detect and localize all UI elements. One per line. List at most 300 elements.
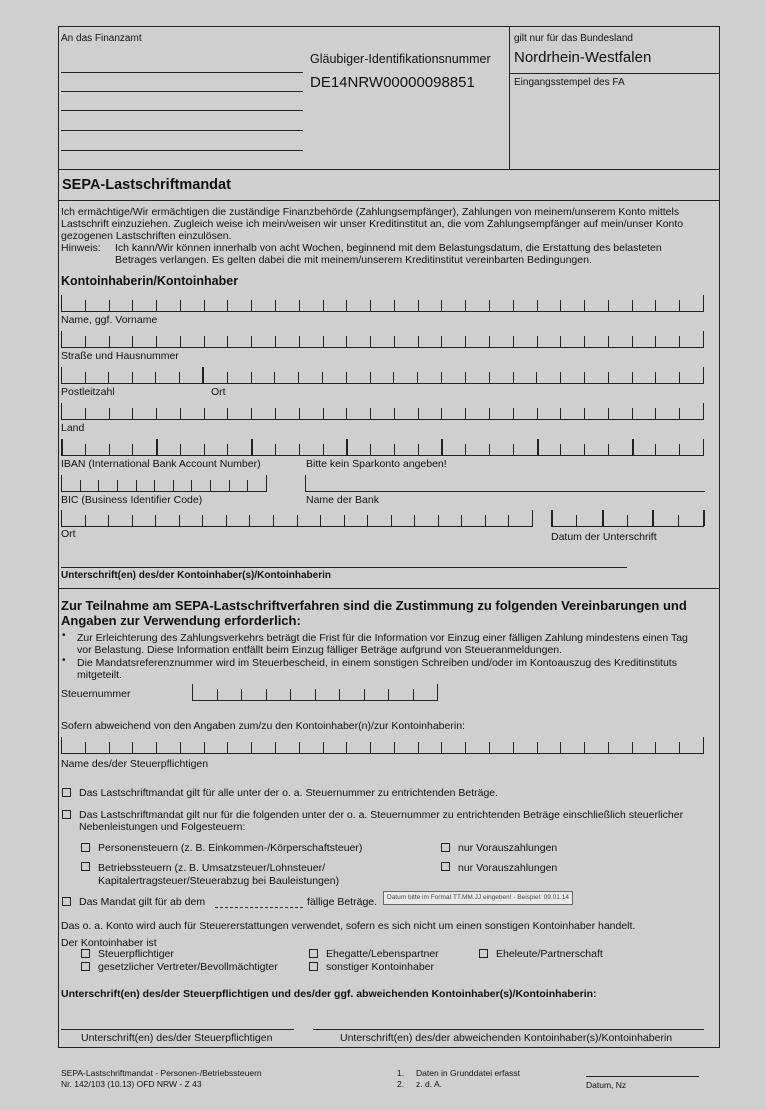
comb-tick	[275, 742, 276, 753]
ort-label: Ort	[211, 386, 226, 398]
signature-label: Unterschrift(en) des/der Kontoinhaber(s)/Kontoinhaberin	[61, 570, 332, 581]
comb-tick	[627, 515, 628, 526]
steuernummer-field[interactable]	[192, 684, 438, 701]
footer-n2-text: z. d. A.	[416, 1079, 442, 1089]
betrieb-checkbox[interactable]	[81, 862, 90, 871]
comb-tick	[266, 689, 267, 700]
comb-tick	[679, 336, 680, 347]
sonstiger-option: sonstiger Kontoinhaber	[326, 961, 434, 973]
comb-tick	[226, 515, 227, 526]
agreements-heading-2: Angaben zur Verwendung erforderlich:	[61, 613, 301, 628]
comb-tick	[322, 372, 323, 383]
an-das-finanzamt: An das Finanzamt	[61, 33, 142, 44]
hinweis-text-1: Ich kann/Wir können innerhalb von acht Wochen, beginnend mit dem Belastungsdatum, die Erstattung des belasteten	[115, 242, 662, 254]
ab-dem-label: Das Mandat gilt für ab dem	[79, 896, 206, 908]
opt-some-checkbox[interactable]	[62, 810, 71, 819]
comb-tick	[393, 372, 394, 383]
comb-tick	[418, 444, 419, 455]
comb-tick	[251, 742, 252, 753]
comb-tick	[632, 372, 633, 383]
comb-tick	[394, 444, 395, 455]
comb-tick	[703, 367, 704, 383]
comb-tick	[202, 515, 203, 526]
comb-tick	[85, 444, 86, 455]
hinweis-text-2: Betrages verlangen. Es gelten dabei die mit meinem/unserem Kreditinstitut vereinbarten Bedingungen.	[115, 254, 592, 266]
ort-field[interactable]	[203, 367, 704, 384]
comb-tick	[584, 372, 585, 383]
title-bottom-line	[58, 200, 719, 201]
comb-tick	[703, 403, 704, 419]
steuerpflichtiger-checkbox[interactable]	[81, 949, 90, 958]
street-field[interactable]	[61, 331, 704, 348]
comb-tick	[61, 737, 62, 753]
land-label: Land	[61, 422, 85, 434]
sig-right-label: Unterschrift(en) des/der abweichenden Kontoinhaber(s)/Kontoinhaberin	[340, 1032, 673, 1044]
comb-tick	[602, 510, 604, 526]
comb-tick	[465, 300, 466, 311]
comb-tick	[61, 367, 62, 383]
comb-tick	[370, 444, 371, 455]
bank-label: Name der Bank	[306, 494, 379, 506]
comb-tick	[584, 742, 585, 753]
footer-n2: 2.	[397, 1079, 405, 1089]
comb-tick	[132, 408, 133, 419]
comb-tick	[703, 331, 704, 347]
land-field[interactable]	[61, 403, 704, 420]
comb-tick	[98, 480, 99, 491]
personen-checkbox[interactable]	[81, 843, 90, 852]
comb-tick	[655, 408, 656, 419]
header-divider-right	[509, 73, 719, 74]
personen-label: Personensteuern (z. B. Einkommen-/Körperschaftsteuer)	[98, 842, 363, 854]
comb-tick	[632, 742, 633, 753]
erstattung-text: Das o. a. Konto wird auch für Steuererstattungen verwendet, sofern es sich nicht um einen sonstigen Kontoinhaber handelt.	[61, 920, 636, 932]
comb-tick	[290, 689, 291, 700]
bullet-2-text-b: mitgeteilt.	[77, 669, 122, 681]
ab-dem-date-line[interactable]	[215, 907, 303, 908]
comb-tick	[339, 689, 340, 700]
comb-tick	[173, 480, 174, 491]
steuerpflichtiger-field[interactable]	[61, 737, 704, 754]
comb-tick	[584, 444, 585, 455]
comb-tick	[344, 515, 345, 526]
vorauszahlungen-1-checkbox[interactable]	[441, 843, 450, 852]
plz-field[interactable]	[61, 367, 203, 384]
comb-tick	[85, 300, 86, 311]
footer-n1: 1.	[397, 1068, 405, 1078]
comb-tick	[251, 372, 252, 383]
footer-n1-text: Daten in Grunddatei erfasst	[416, 1068, 520, 1078]
comb-tick	[227, 408, 228, 419]
comb-tick	[192, 684, 193, 700]
betrieb-label-1: Betriebssteuern (z. B. Umsatzsteuer/Lohnsteuer/	[98, 862, 326, 874]
finanzamt-line-2[interactable]	[61, 91, 303, 92]
comb-tick	[679, 372, 680, 383]
vertreter-checkbox[interactable]	[81, 962, 90, 971]
comb-tick	[584, 336, 585, 347]
comb-tick	[299, 336, 300, 347]
comb-tick	[655, 742, 656, 753]
comb-tick	[227, 336, 228, 347]
comb-tick	[438, 515, 439, 526]
footer-datum-line[interactable]	[586, 1076, 699, 1077]
bullet-1: •	[62, 630, 66, 641]
comb-tick	[441, 742, 442, 753]
comb-tick	[346, 408, 347, 419]
bullet-2: •	[62, 655, 66, 666]
comb-tick	[210, 480, 211, 491]
comb-tick	[61, 403, 62, 419]
ehegatte-checkbox[interactable]	[309, 949, 318, 958]
comb-tick	[513, 300, 514, 311]
comb-tick	[204, 742, 205, 753]
comb-tick	[441, 408, 442, 419]
comb-tick	[441, 300, 442, 311]
section-divider	[58, 588, 719, 589]
comb-tick	[109, 408, 110, 419]
comb-tick	[418, 336, 419, 347]
datum-format-hint: Datum bitte im Format TT.MM.JJ eingeben! - Beispiel: 09.01.14	[383, 891, 573, 905]
comb-tick	[370, 408, 371, 419]
comb-tick	[249, 515, 250, 526]
comb-tick	[537, 336, 538, 347]
comb-tick	[489, 742, 490, 753]
finanzamt-line-4[interactable]	[61, 130, 303, 131]
comb-tick	[298, 372, 299, 383]
eingangsstempel-label: Eingangsstempel des FA	[514, 77, 625, 88]
comb-tick	[465, 742, 466, 753]
comb-tick	[204, 444, 205, 455]
comb-tick	[156, 336, 157, 347]
comb-tick	[155, 372, 156, 383]
comb-tick	[608, 408, 609, 419]
bundesland-value: Nordrhein-Westfalen	[514, 49, 652, 66]
comb-tick	[108, 372, 109, 383]
comb-tick	[608, 300, 609, 311]
comb-tick	[204, 336, 205, 347]
comb-tick	[275, 300, 276, 311]
opt-some-label-1: Das Lastschriftmandat gilt nur für die folgenden unter der o. a. Steuernummer zu entrichtenden Beträge einschließlich steuerlicher	[79, 809, 684, 821]
opt-all-checkbox[interactable]	[62, 788, 71, 797]
comb-tick	[136, 480, 137, 491]
comb-tick	[204, 300, 205, 311]
comb-tick	[560, 742, 561, 753]
comb-tick	[465, 336, 466, 347]
comb-tick	[418, 408, 419, 419]
comb-tick	[703, 737, 704, 753]
comb-tick	[320, 515, 321, 526]
comb-tick	[229, 480, 230, 491]
comb-tick	[551, 510, 553, 526]
comb-tick	[346, 439, 348, 455]
vorauszahlungen-2-label: nur Vorauszahlungen	[458, 862, 558, 874]
footer-form-name: SEPA-Lastschriftmandat - Personen-/Betriebssteuern	[61, 1068, 262, 1078]
header-bottom-line	[58, 169, 719, 170]
account-holder-heading: Kontoinhaberin/Kontoinhaber	[61, 274, 239, 288]
steuerpflichtiger-option: Steuerpflichtiger	[98, 948, 174, 960]
comb-tick	[61, 510, 62, 526]
comb-tick	[652, 510, 654, 526]
comb-tick	[465, 372, 466, 383]
comb-tick	[180, 336, 181, 347]
iban-label: IBAN (International Bank Account Number)	[61, 458, 261, 470]
comb-tick	[132, 336, 133, 347]
ehegatte-option: Ehegatte/Lebenspartner	[326, 948, 439, 960]
comb-tick	[418, 742, 419, 753]
comb-tick	[315, 689, 316, 700]
comb-tick	[489, 408, 490, 419]
comb-tick	[132, 742, 133, 753]
name-label: Name, ggf. Vorname	[61, 314, 158, 326]
comb-tick	[109, 444, 110, 455]
comb-tick	[117, 480, 118, 491]
comb-tick	[513, 336, 514, 347]
comb-tick	[155, 515, 156, 526]
comb-tick	[560, 444, 561, 455]
comb-tick	[679, 408, 680, 419]
comb-tick	[109, 742, 110, 753]
comb-tick	[394, 300, 395, 311]
plz-label: Postleitzahl	[61, 386, 115, 398]
comb-tick	[85, 408, 86, 419]
bullet-1-text-a: Zur Erleichterung des Zahlungsverkehrs beträgt die Frist für die Information vor Einzug einer fälligen Zahlung mindestens einen Tag	[77, 632, 688, 644]
comb-tick	[85, 742, 86, 753]
datum-label: Datum der Unterschrift	[551, 531, 657, 543]
finanzamt-line-5[interactable]	[61, 150, 303, 151]
comb-tick	[394, 408, 395, 419]
comb-tick	[61, 475, 62, 491]
comb-tick	[323, 742, 324, 753]
comb-tick	[251, 336, 252, 347]
comb-tick	[299, 742, 300, 753]
comb-tick	[679, 444, 680, 455]
faellige-label: fällige Beträge.	[307, 896, 378, 908]
sofern-text: Sofern abweichend von den Angaben zum/zu den Kontoinhaber(n)/zur Kontoinhaberin:	[61, 720, 465, 732]
comb-tick	[632, 300, 633, 311]
mandate-text-2: Lastschrift einzuziehen. Zugleich weise ich mein/weisen wir unser Kreditinstitut an, die vom Zahlungsempfänger auf mein/unser Konto	[61, 218, 684, 230]
comb-tick	[61, 295, 62, 311]
comb-tick	[608, 742, 609, 753]
finanzamt-line-1[interactable]	[61, 72, 303, 73]
comb-tick	[191, 480, 192, 491]
comb-tick	[584, 300, 585, 311]
comb-tick	[489, 372, 490, 383]
comb-tick	[299, 300, 300, 311]
comb-tick	[537, 300, 538, 311]
comb-tick	[655, 336, 656, 347]
comb-tick	[485, 515, 486, 526]
comb-tick	[394, 336, 395, 347]
comb-tick	[394, 742, 395, 753]
comb-tick	[154, 480, 155, 491]
comb-tick	[632, 336, 633, 347]
comb-tick	[227, 372, 228, 383]
comb-tick	[367, 515, 368, 526]
opt-all-label: Das Lastschriftmandat gilt für alle unter der o. a. Steuernummer zu entrichtenden Beträge.	[79, 787, 499, 799]
vorauszahlungen-1-label: nur Vorauszahlungen	[458, 842, 558, 854]
comb-tick	[323, 408, 324, 419]
comb-tick	[441, 439, 443, 455]
bundesland-label: gilt nur für das Bundesland	[514, 33, 633, 44]
mandate-text-1: Ich ermächtige/Wir ermächtigen die zuständige Finanzbehörde (Zahlungsempfänger), Zahlungen von meinem/unserem Konto mittels	[61, 206, 680, 218]
comb-tick	[180, 408, 181, 419]
name-field[interactable]	[61, 295, 704, 312]
comb-tick	[132, 444, 133, 455]
comb-tick	[391, 515, 392, 526]
mandate-title: SEPA-Lastschriftmandat	[62, 177, 231, 193]
comb-tick	[109, 300, 110, 311]
comb-tick	[132, 372, 133, 383]
sig-right-line[interactable]	[313, 1029, 704, 1030]
comb-tick	[247, 480, 248, 491]
opt-some-label-2: Nebenleistungen und Folgesteuern:	[79, 821, 246, 833]
comb-tick	[608, 372, 609, 383]
comb-tick	[560, 408, 561, 419]
comb-tick	[323, 336, 324, 347]
comb-tick	[109, 336, 110, 347]
comb-tick	[251, 408, 252, 419]
comb-tick	[203, 367, 204, 383]
comb-tick	[584, 408, 585, 419]
kontoinhaber-ist-label: Der Kontoinhaber ist	[61, 937, 157, 949]
sparkonto-hint: Bitte kein Sparkonto angeben!	[306, 458, 447, 470]
comb-tick	[364, 689, 365, 700]
comb-tick	[156, 439, 158, 455]
comb-tick	[323, 444, 324, 455]
comb-tick	[85, 336, 86, 347]
signature-line[interactable]	[61, 567, 627, 568]
vertreter-option: gesetzlicher Vertreter/Bevollmächtigter	[98, 961, 278, 973]
hinweis-label: Hinweis:	[61, 242, 101, 254]
comb-tick	[388, 689, 389, 700]
comb-tick	[275, 444, 276, 455]
comb-tick	[513, 742, 514, 753]
comb-tick	[370, 372, 371, 383]
comb-tick	[418, 300, 419, 311]
comb-tick	[608, 444, 609, 455]
comb-tick	[532, 510, 533, 526]
datum-field[interactable]	[551, 510, 704, 527]
comb-tick	[489, 300, 490, 311]
comb-tick	[560, 372, 561, 383]
bullet-1-text-b: vor Belastung. Diese Information entfällt beim Einzug fälliger Beträge aufgrund von Steueranmeldungen.	[77, 644, 563, 656]
comb-tick	[346, 372, 347, 383]
comb-tick	[703, 439, 704, 455]
comb-tick	[227, 300, 228, 311]
comb-tick	[85, 515, 86, 526]
sig-left-line[interactable]	[61, 1029, 294, 1030]
glaeubiger-id: DE14NRW00000098851	[310, 74, 475, 91]
comb-tick	[489, 444, 490, 455]
comb-tick	[441, 372, 442, 383]
comb-tick	[608, 336, 609, 347]
comb-tick	[461, 515, 462, 526]
comb-tick	[655, 444, 656, 455]
comb-tick	[297, 515, 298, 526]
comb-tick	[508, 515, 509, 526]
eheleute-checkbox[interactable]	[479, 949, 488, 958]
comb-tick	[204, 408, 205, 419]
comb-tick	[576, 515, 577, 526]
comb-tick	[346, 742, 347, 753]
finanzamt-line-3[interactable]	[61, 110, 303, 111]
comb-tick	[156, 408, 157, 419]
comb-tick	[85, 372, 86, 383]
steuerpflichtiger-label: Name des/der Steuerpflichtigen	[61, 758, 209, 770]
comb-tick	[413, 689, 414, 700]
ort2-field[interactable]	[61, 510, 533, 527]
comb-tick	[370, 336, 371, 347]
comb-tick	[513, 444, 514, 455]
comb-tick	[275, 336, 276, 347]
comb-tick	[108, 515, 109, 526]
comb-tick	[299, 444, 300, 455]
bic-label: BIC (Business Identifier Code)	[61, 494, 203, 506]
iban-field[interactable]	[61, 439, 704, 456]
comb-tick	[346, 300, 347, 311]
comb-tick	[441, 336, 442, 347]
comb-tick	[299, 408, 300, 419]
ab-dem-checkbox[interactable]	[62, 897, 71, 906]
footer-form-nr: Nr. 142/103 (10.13) OFD NRW - Z 43	[61, 1079, 202, 1089]
comb-tick	[132, 515, 133, 526]
comb-tick	[465, 408, 466, 419]
comb-tick	[465, 444, 466, 455]
comb-tick	[156, 742, 157, 753]
comb-tick	[414, 515, 415, 526]
bic-field[interactable]	[61, 475, 267, 492]
comb-tick	[179, 515, 180, 526]
comb-tick	[274, 372, 275, 383]
comb-tick	[632, 408, 633, 419]
bank-name-field[interactable]	[305, 475, 705, 492]
comb-tick	[513, 408, 514, 419]
glaeubiger-label: Gläubiger-Identifikationsnummer	[310, 52, 491, 66]
comb-tick	[266, 475, 267, 491]
comb-tick	[346, 336, 347, 347]
sonstiger-checkbox[interactable]	[309, 962, 318, 971]
comb-tick	[132, 300, 133, 311]
comb-tick	[180, 444, 181, 455]
comb-tick	[273, 515, 274, 526]
street-label: Straße und Hausnummer	[61, 350, 179, 362]
comb-tick	[370, 742, 371, 753]
comb-tick	[489, 336, 490, 347]
comb-tick	[678, 515, 679, 526]
comb-tick	[251, 300, 252, 311]
comb-tick	[227, 444, 228, 455]
header-divider	[509, 26, 510, 169]
comb-tick	[370, 300, 371, 311]
comb-tick	[275, 408, 276, 419]
comb-tick	[679, 300, 680, 311]
vorauszahlungen-2-checkbox[interactable]	[441, 862, 450, 871]
sig-left-label: Unterschrift(en) des/der Steuerpflichtigen	[81, 1032, 273, 1044]
agreements-heading-1: Zur Teilnahme am SEPA-Lastschriftverfahren sind die Zustimmung zu folgenden Vereinbarungen und	[61, 598, 687, 613]
comb-tick	[703, 295, 704, 311]
comb-tick	[61, 331, 62, 347]
comb-tick	[251, 439, 253, 455]
comb-tick	[679, 742, 680, 753]
comb-tick	[513, 372, 514, 383]
footer-datum-nz: Datum, Nz	[586, 1080, 627, 1090]
comb-tick	[437, 684, 438, 700]
comb-tick	[323, 300, 324, 311]
comb-tick	[560, 300, 561, 311]
comb-tick	[703, 510, 705, 526]
comb-tick	[227, 742, 228, 753]
final-signature-heading: Unterschrift(en) des/der Steuerpflichtigen und des/der ggf. abweichenden Kontoinhaber(s)/Kontoinhaberin:	[61, 988, 597, 1000]
